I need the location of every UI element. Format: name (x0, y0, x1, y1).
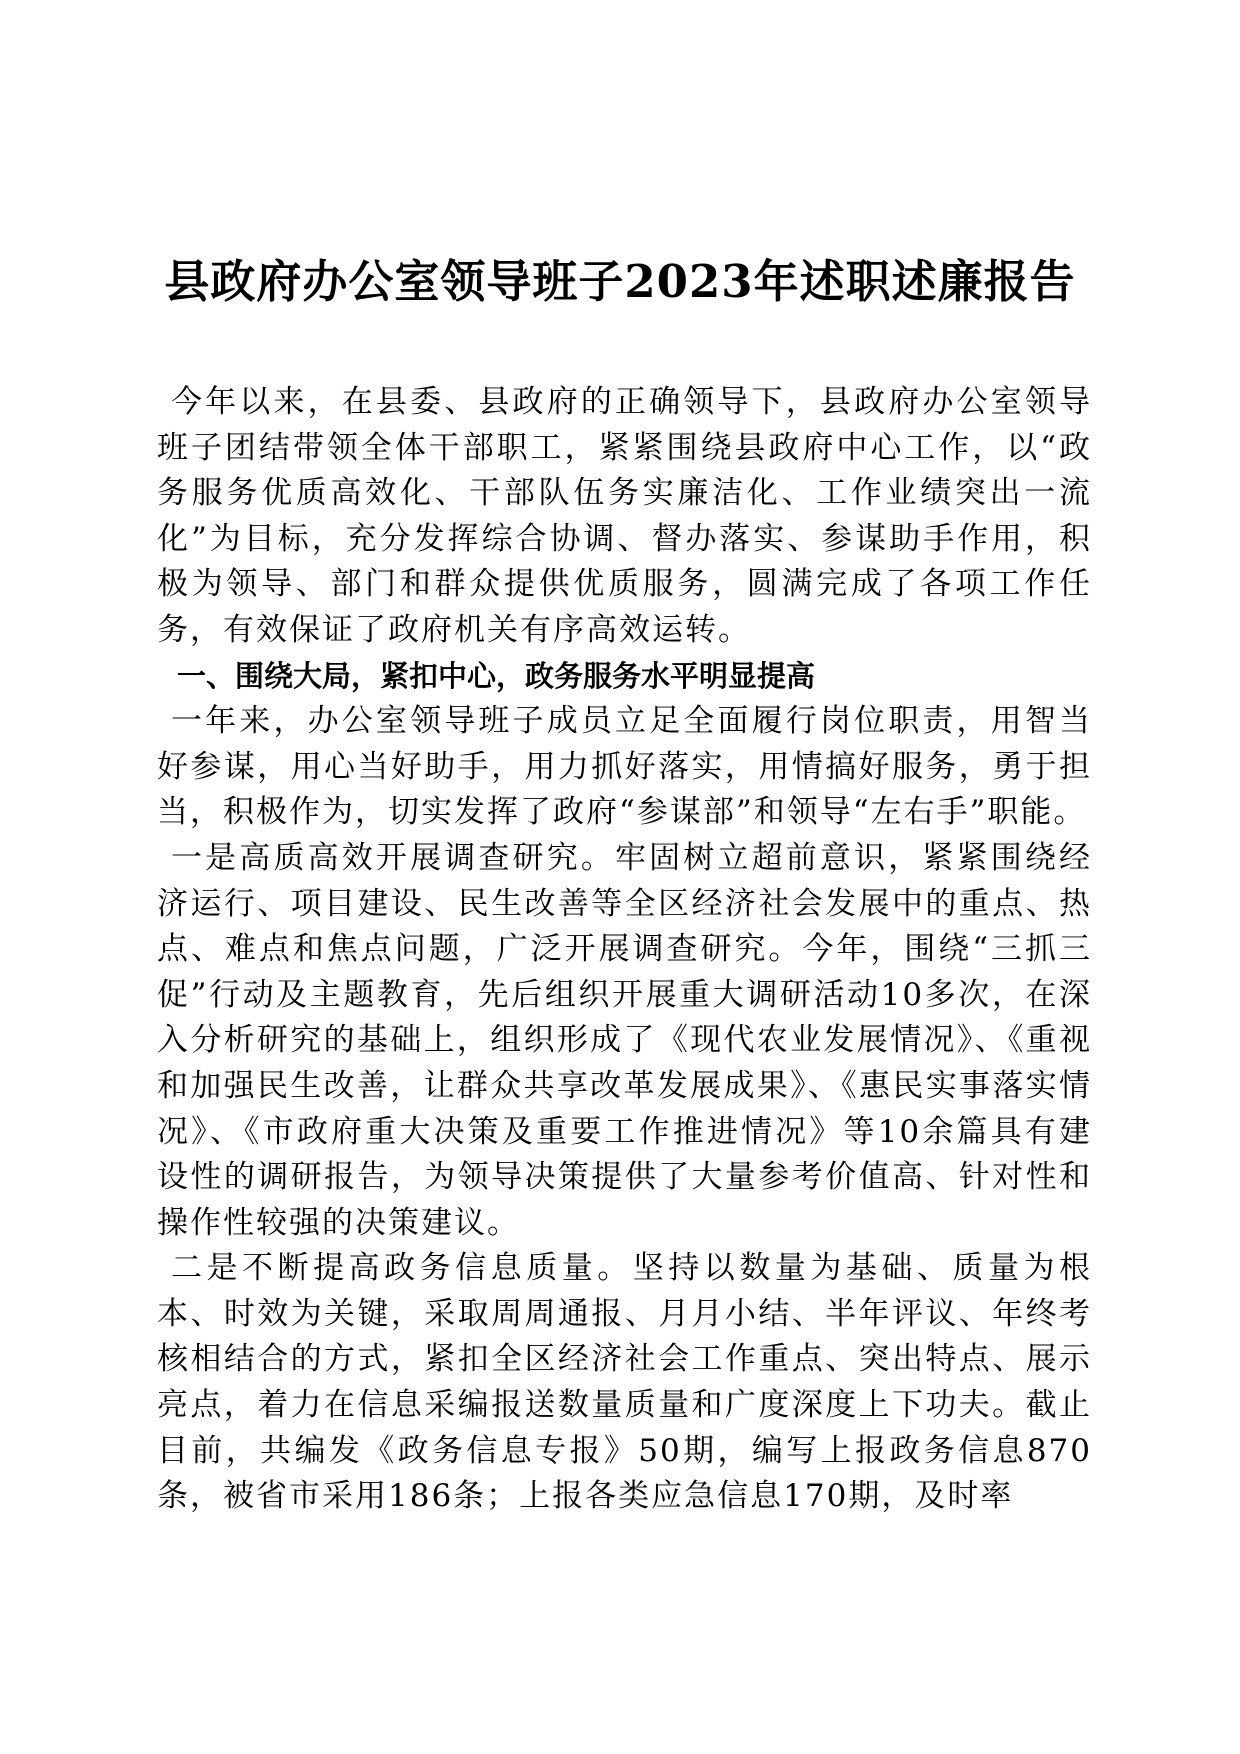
section-heading: 一、围绕大局，紧扣中心，政务服务水平明显提高 (177, 658, 816, 693)
section-paragraph-research: 一是高质高效开展调查研究。牢固树立超前意识，紧紧围绕经济运行、项目建设、民生改善等全区经济社会发展中的重点、热点、难点和焦点问题，广泛开展调查研究。今年，围绕“三抓三促”行动及主题教育，先后组织开展重大调研活动10多次，在深入分析研究的基础上，组织形成了《现代农业发展情况》、《重视和加强民生改善，让群众共享改革发展成果》、《惠民实事落实情况》、《市政府重大决策及重要工作推进情况》等10余篇具有建设性的调研报告，为领导决策提供了大量参考价值高、针对性和操作性较强的决策建议。 (157, 839, 1092, 1241)
section-paragraph-overview: 一年来，办公室领导班子成员立足全面履行岗位职责，用智当好参谋，用心当好助手，用力抓好落实，用情搞好服务，勇于担当，积极作为，切实发挥了政府“参谋部”和领导“左右手”职能。 (157, 703, 1092, 831)
intro-paragraph: 今年以来，在县委、县政府的正确领导下，县政府办公室领导班子团结带领全体干部职工，紧紧围绕县政府中心工作，以“政务服务优质高效化、干部队伍务实廉洁化、工作业绩突出一流化”为目标，充分发挥综合协调、督办落实、参谋助手作用，积极为领导、部门和群众提供优质服务，圆满完成了各项工作任务，有效保证了政府机关有序高效运转。 (157, 384, 1092, 648)
document-body (157, 380, 1092, 1520)
document-title: 县政府办公室领导班子2023年述职述廉报告 (164, 255, 1076, 308)
section-paragraph-information: 二是不断提高政务信息质量。坚持以数量为基础、质量为根本、时效为关键，采取周周通报、月月小结、半年评议、年终考核相结合的方式，紧扣全区经济社会工作重点、突出特点、展示亮点，着力在信息采编报送数量质量和广度深度上下功夫。截止目前，共编发《政务信息专报》50期，编写上报政务信息870条，被省市采用186条；上报各类应急信息170期，及时率 (157, 1250, 1092, 1515)
